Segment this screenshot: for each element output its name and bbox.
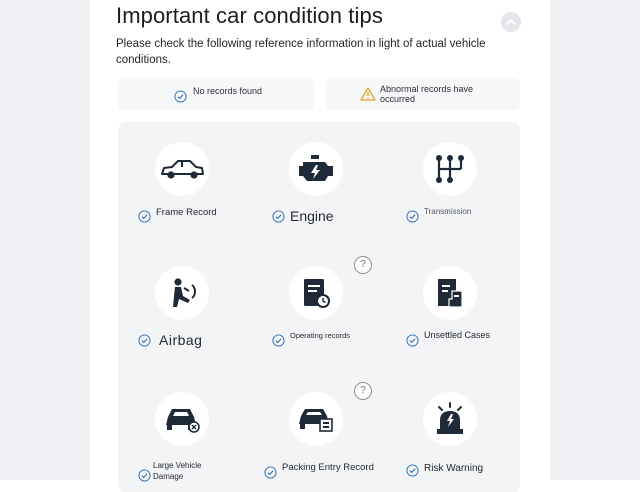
status-no-records-label: No records found	[193, 86, 263, 96]
item-label	[138, 460, 248, 482]
item-icon-wrap	[423, 392, 477, 446]
check-circle-icon	[272, 210, 285, 223]
help-icon[interactable]: ?	[354, 382, 372, 400]
check-circle-icon	[138, 334, 151, 347]
help-icon[interactable]: ?	[354, 256, 372, 274]
item-icon-wrap	[155, 392, 209, 446]
item-label-text: Packing Entry Record	[282, 462, 374, 473]
item-label-text: Large Vehicle Damage	[153, 461, 202, 481]
check-circle-icon	[406, 210, 419, 223]
check-circle-icon	[138, 210, 151, 223]
item-label-text: Risk Warning	[424, 463, 484, 474]
airbag-icon	[165, 276, 199, 310]
item-operating-records[interactable]	[252, 246, 386, 366]
collapse-button[interactable]	[501, 12, 521, 32]
item-label-text: Operating records	[290, 331, 351, 340]
item-icon-wrap	[423, 142, 477, 196]
item-label	[406, 207, 516, 223]
check-circle-icon	[406, 334, 419, 347]
check-circle-icon	[272, 334, 285, 347]
parking-car-icon	[296, 404, 336, 434]
item-label-text: Unsettled Cases	[424, 330, 491, 340]
page-title: Important car condition tips	[116, 3, 383, 28]
item-label-text: Frame Record	[156, 207, 217, 218]
item-label	[138, 207, 248, 223]
page-subtitle: Please check the following reference information in light of actual vehicle conditions.	[116, 38, 486, 66]
check-circle-icon	[264, 466, 277, 479]
item-label	[406, 330, 516, 347]
item-icon-wrap	[289, 142, 343, 196]
item-label	[138, 334, 248, 347]
item-label-text: Airbag	[159, 332, 203, 348]
status-abnormal	[326, 78, 520, 110]
item-icon-wrap	[289, 266, 343, 320]
car-condition-panel	[98, 0, 530, 480]
status-abnormal-label: Abnormal records have occurred	[380, 84, 474, 104]
damaged-car-icon	[162, 403, 202, 435]
status-no-records	[118, 78, 314, 110]
alarm-light-icon	[433, 402, 467, 436]
item-icon-wrap	[423, 266, 477, 320]
gear-shift-icon	[433, 152, 467, 186]
item-large-vehicle-damage[interactable]	[118, 372, 252, 492]
item-frame-record[interactable]	[118, 122, 252, 242]
item-icon-wrap	[155, 266, 209, 320]
item-airbag[interactable]	[118, 246, 252, 366]
item-unsettled-cases[interactable]	[386, 246, 520, 366]
condition-grid	[118, 122, 520, 492]
item-transmission[interactable]	[386, 122, 520, 242]
document-clock-icon	[301, 277, 331, 309]
item-label-text: Transmission	[424, 207, 472, 216]
engine-icon	[297, 154, 335, 184]
case-file-icon	[435, 277, 465, 309]
item-icon-wrap	[155, 142, 209, 196]
chevron-up-icon	[506, 18, 516, 26]
background-right	[550, 0, 640, 480]
car-frame-icon	[159, 157, 205, 181]
warning-triangle-icon	[360, 87, 376, 101]
check-circle-icon	[174, 90, 187, 103]
item-packing-entry-record[interactable]	[252, 372, 386, 492]
item-label	[272, 331, 382, 347]
item-engine[interactable]	[252, 122, 386, 242]
background-left	[0, 0, 90, 480]
item-label	[264, 460, 384, 479]
item-label	[406, 460, 516, 477]
item-risk-warning[interactable]	[386, 372, 520, 492]
check-circle-icon	[406, 464, 419, 477]
item-icon-wrap	[289, 392, 343, 446]
item-label	[272, 210, 382, 223]
item-label-text: Engine	[290, 208, 334, 224]
